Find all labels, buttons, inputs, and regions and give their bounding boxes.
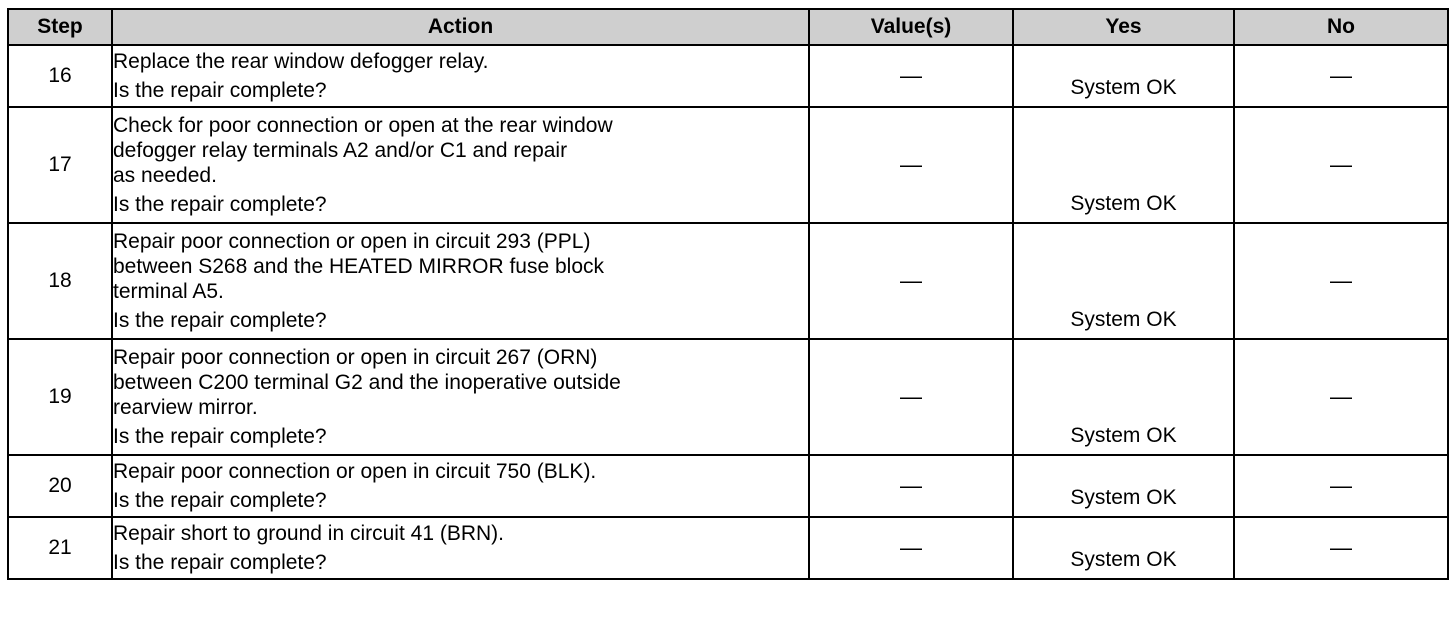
header-no: No [1234,9,1448,45]
value-cell: — [809,223,1013,339]
value-cell: — [809,517,1013,579]
no-cell: — [1234,517,1448,579]
step-number: 20 [8,455,112,517]
action-question: Is the repair complete? [113,193,327,216]
step-number: 18 [8,223,112,339]
action-cell [112,455,809,517]
action-cell [112,107,809,223]
action-text-line: Replace the rear window defogger relay. [113,50,489,73]
table-row [8,45,1448,107]
diagnostic-steps-table [7,8,1449,580]
no-cell: — [1234,339,1448,455]
no-cell: — [1234,107,1448,223]
yes-result: System OK [1070,424,1177,447]
diagnostic-table-page [7,8,1447,622]
step-number: 21 [8,517,112,579]
action-cell [112,339,809,455]
action-text-line: terminal A5. [113,280,224,303]
action-text-line: Repair poor connection or open in circuit 750 (BLK). [113,460,597,483]
action-text-line: Repair poor connection or open in circuit 293 (PPL) [113,230,591,253]
action-cell [112,45,809,107]
action-question: Is the repair complete? [113,551,327,574]
no-cell: — [1234,45,1448,107]
table-row [8,223,1448,339]
yes-result: System OK [1070,486,1177,509]
yes-cell [1013,45,1234,107]
header-values: Value(s) [809,9,1013,45]
action-text-line: between S268 and the HEATED MIRROR fuse block [113,255,605,278]
action-text-line: Repair poor connection or open in circuit 267 (ORN) [113,346,598,369]
value-cell: — [809,107,1013,223]
yes-cell [1013,339,1234,455]
action-text-line: between C200 terminal G2 and the inoperative outside [113,371,621,394]
action-text-line: Check for poor connection or open at the rear window [113,114,613,137]
action-text-line: defogger relay terminals A2 and/or C1 and repair [113,139,568,162]
action-question: Is the repair complete? [113,309,327,332]
table-header-row [8,9,1448,45]
no-cell: — [1234,223,1448,339]
header-action: Action [112,9,809,45]
yes-result: System OK [1070,548,1177,571]
header-step: Step [8,9,112,45]
table-row [8,455,1448,517]
action-cell [112,517,809,579]
step-number: 19 [8,339,112,455]
action-question: Is the repair complete? [113,425,327,448]
action-text-line: as needed. [113,164,217,187]
table-body [8,45,1448,579]
action-text-line: Repair short to ground in circuit 41 (BRN). [113,522,504,545]
yes-result: System OK [1070,192,1177,215]
header-yes: Yes [1013,9,1234,45]
yes-cell [1013,517,1234,579]
table-row [8,517,1448,579]
table-row [8,339,1448,455]
value-cell: — [809,339,1013,455]
action-text-line: rearview mirror. [113,396,258,419]
step-number: 16 [8,45,112,107]
yes-result: System OK [1070,76,1177,99]
yes-cell [1013,223,1234,339]
action-cell [112,223,809,339]
value-cell: — [809,45,1013,107]
no-cell: — [1234,455,1448,517]
action-question: Is the repair complete? [113,489,327,512]
table-row [8,107,1448,223]
value-cell: — [809,455,1013,517]
yes-cell [1013,455,1234,517]
yes-result: System OK [1070,308,1177,331]
action-question: Is the repair complete? [113,79,327,102]
step-number: 17 [8,107,112,223]
yes-cell [1013,107,1234,223]
